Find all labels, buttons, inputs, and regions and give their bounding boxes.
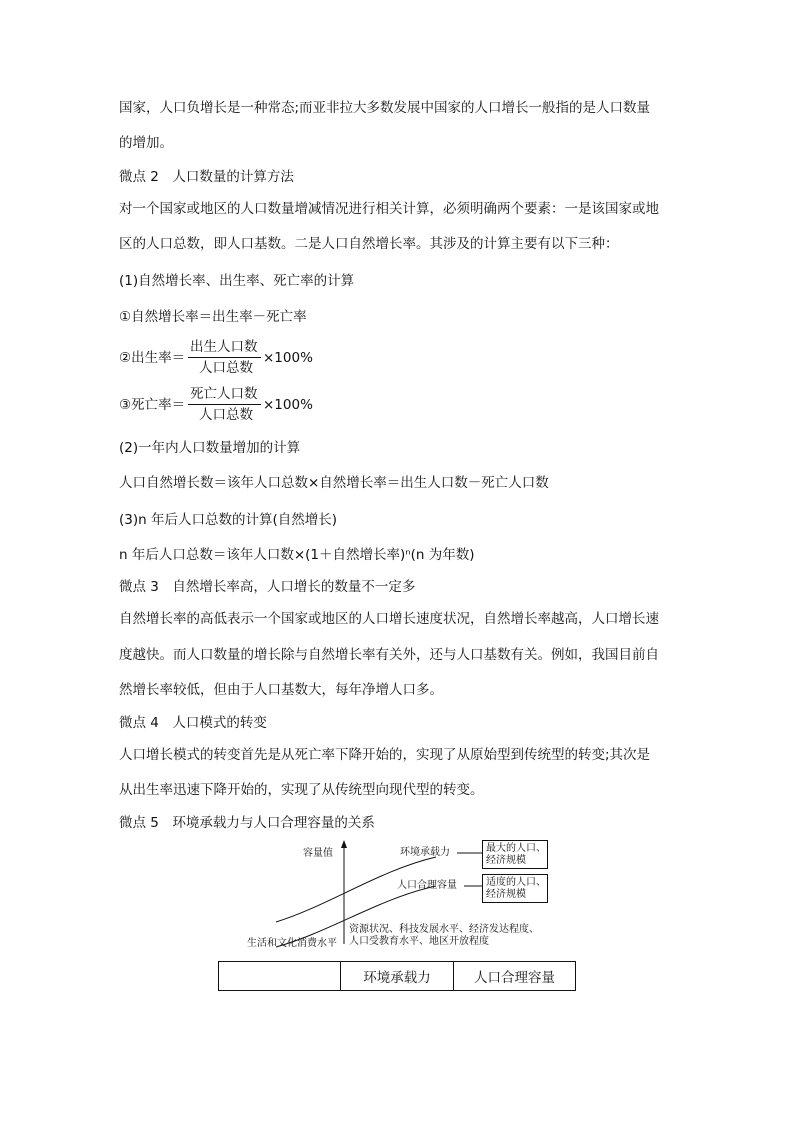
subsection-2: (2)一年内人口数量增加的计算 [119,440,301,456]
comparison-table [218,961,576,991]
moderate-scale-box [482,874,548,903]
paragraph-3-line-2: 度越快。而人口数量的增长除与自然增长率有关外，还与人口基数有关。例如，我国目前自 [119,647,659,663]
y-axis-arrow [341,840,347,848]
formula-3-multiplier: ×100% [263,397,313,413]
paragraph-3-line-1: 自然增长率的高低表示一个国家或地区的人口增长速度状况，自然增长率越高，人口增长速 [119,611,659,627]
max-scale-box [482,840,548,869]
table-header-environmental-capacity: 环境承载力 [341,962,454,991]
section-heading-4: 微点 4 人口模式的转变 [119,715,267,731]
paragraph-2-line-2: 区的人口总数，即人口基数。二是人口自然增长率。其涉及的计算主要有以下三种： [119,236,619,252]
subsection-1: (1)自然增长率、出生率、死亡率的计算 [119,273,355,289]
formula-3-denominator: 人口总数 [199,407,253,423]
subsection-3: (3)n 年后人口总数的计算(自然增长) [119,512,338,528]
formula-3-numerator: 死亡人口数 [190,386,258,402]
formula-2-numerator: 出生人口数 [190,339,258,355]
formula-5: n 年后人口总数＝该年人口数×(1＋自然增长率)ⁿ(n 为年数) [119,547,475,563]
paragraph-4-line-1: 人口增长模式的转变首先是从死亡率下降开始的，实现了从原始型到传统型的转变;其次是 [119,747,651,763]
x-axis-left-label: 生活和文化消费水平 [247,938,337,949]
table-header-reasonable-population: 人口合理容量 [454,962,576,991]
curve-label-environmental-capacity: 环境承载力 [400,847,450,858]
formula-4: 人口自然增长数＝该年人口总数×自然增长率＝出生人口数－死亡人口数 [119,475,549,491]
formula-1: ①自然增长率＝出生率－死亡率 [119,309,307,325]
formula-2-label: ②出生率＝ [119,350,186,366]
x-axis-right-label-line-2: 人口受教育水平、地区开放程度 [349,936,489,947]
moderate-scale-box-line-2: 经济规模 [486,889,526,900]
formula-2-multiplier: ×100% [263,350,313,366]
paragraph-3-line-3: 然增长率较低，但由于人口基数大，每年净增人口多。 [119,682,443,698]
formula-3-label: ③死亡率＝ [119,397,186,413]
paragraph-1-line-1: 国家，人口负增长是一种常态;而亚非拉大多数发展中国家的人口增长一般指的是人口数量 [119,100,651,116]
formula-2-denominator: 人口总数 [199,360,253,376]
max-scale-box-line-2: 经济规模 [486,855,526,866]
curve-label-reasonable-population: 人口合理容量 [397,880,457,891]
paragraph-2-line-1: 对一个国家或地区的人口数量增减情况进行相关计算，必须明确两个要素：一是该国家或地 [119,201,659,217]
y-axis-label: 容量值 [303,848,333,859]
paragraph-4-line-2: 从出生率迅速下降开始的，实现了从传统型向现代型的转变。 [119,782,484,798]
table-header-row [219,962,576,991]
section-heading-2: 微点 2 人口数量的计算方法 [119,169,294,185]
section-heading-5: 微点 5 环境承载力与人口合理容量的关系 [119,815,375,831]
max-scale-box-line-1: 最大的人口、 [486,843,546,854]
x-axis-right-label-line-1: 资源状况、科技发展水平、经济发达程度、 [349,924,539,935]
table-header-cell-empty [219,962,341,991]
moderate-scale-box-line-1: 适度的人口、 [486,877,546,888]
paragraph-1-line-2: 的增加。 [119,135,173,151]
section-heading-3: 微点 3 自然增长率高，人口增长的数量不一定多 [119,579,416,595]
